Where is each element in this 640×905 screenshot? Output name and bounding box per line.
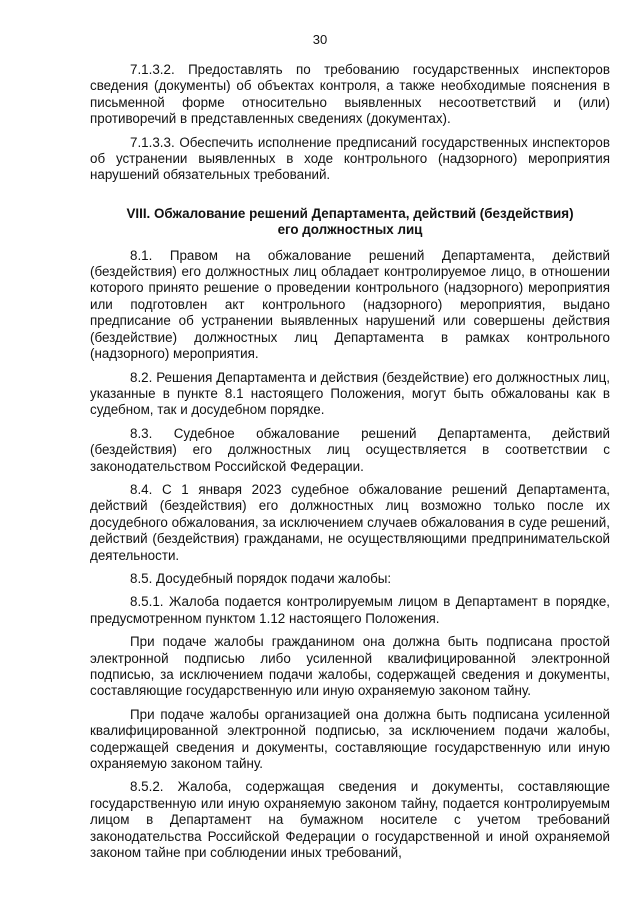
paragraph-7-1-3-2: 7.1.3.2. Предоставлять по требованию государственных инспекторов сведения (документы) об объектах контроля, а также необходимые пояснения в письменной форме относительно выявленных несоответствий и (или) противоречий в представленных сведениях (документах). bbox=[90, 62, 610, 127]
document-body bbox=[90, 62, 610, 868]
paragraph-8-1: 8.1. Правом на обжалование решений Департамента, действий (бездействия) его должностных лиц обладает контролируемое лицо, в отношении которого принято решение о проведении контрольного (надзорного) мероприятия или подготовлен акт контрольного (надзорного) мероприятия, выдано предписание об устранении выявленных нарушений или совершены действия (бездействие) должностных лиц Департамента в рамках контрольного (надзорного) мероприятия. bbox=[90, 247, 610, 362]
paragraph-8-5-1: 8.5.1. Жалоба подается контролируемым лицом в Департамент в порядке, предусмотренном пунктом 1.12 настоящего Положения. bbox=[90, 594, 610, 626]
paragraph-organization-signature: При подаче жалобы организацией она должна быть подписана усиленной квалифицированной электронной подписью, за исключением подачи жалобы, содержащей сведения и документы, составляющие государственную или иную охраняемую законом тайну. bbox=[90, 706, 610, 772]
paragraph-8-3: 8.3. Судебное обжалование решений Департамента, действий (бездействия) его должностных лиц осуществляется в соответствии с законодательством Российской Федерации. bbox=[90, 425, 610, 474]
paragraph-8-2: 8.2. Решения Департамента и действия (бездействие) его должностных лиц, указанные в пункте 8.1 настоящего Положения, могут быть обжалованы как в судебном, так и досудебном порядке. bbox=[90, 369, 610, 418]
paragraph-8-5: 8.5. Досудебный порядок подачи жалобы: bbox=[130, 570, 392, 586]
section-heading bbox=[90, 206, 610, 239]
page-number: 30 bbox=[312, 32, 328, 47]
section-heading-line-2: его должностных лиц bbox=[277, 222, 423, 238]
paragraph-citizen-signature: При подаче жалобы гражданином она должна быть подписана простой электронной подписью либо усиленной квалифицированной электронной подписью, за исключением подачи жалобы, содержащей сведения и документы, составляющие государственную или иную охраняемую законом тайну. bbox=[90, 634, 610, 699]
paragraph-7-1-3-3: 7.1.3.3. Обеспечить исполнение предписаний государственных инспекторов об устранении выявленных в ходе контрольного (надзорного) мероприятия нарушений обязательных требований. bbox=[90, 134, 610, 183]
section-heading-line-1: VIII. Обжалование решений Департамента, действий (бездействия) bbox=[126, 205, 574, 221]
paragraph-8-4: 8.4. С 1 января 2023 судебное обжалование решений Департамента, действий (бездействия) его должностных лиц возможно только после их досудебного обжалования, за исключением случаев обжалования в суде решений, действий (бездействия) гражданами, не осуществляющими предпринимательской деятельности. bbox=[90, 481, 610, 563]
paragraph-8-5-2: 8.5.2. Жалоба, содержащая сведения и документы, составляющие государственную или иную охраняемую законом тайну, подается контролируемым лицом в Департамент на бумажном носителе с учетом требований законодательства Российской Федерации о государственной и иной охраняемой законом тайне при соблюдении иных требований, bbox=[90, 779, 610, 861]
